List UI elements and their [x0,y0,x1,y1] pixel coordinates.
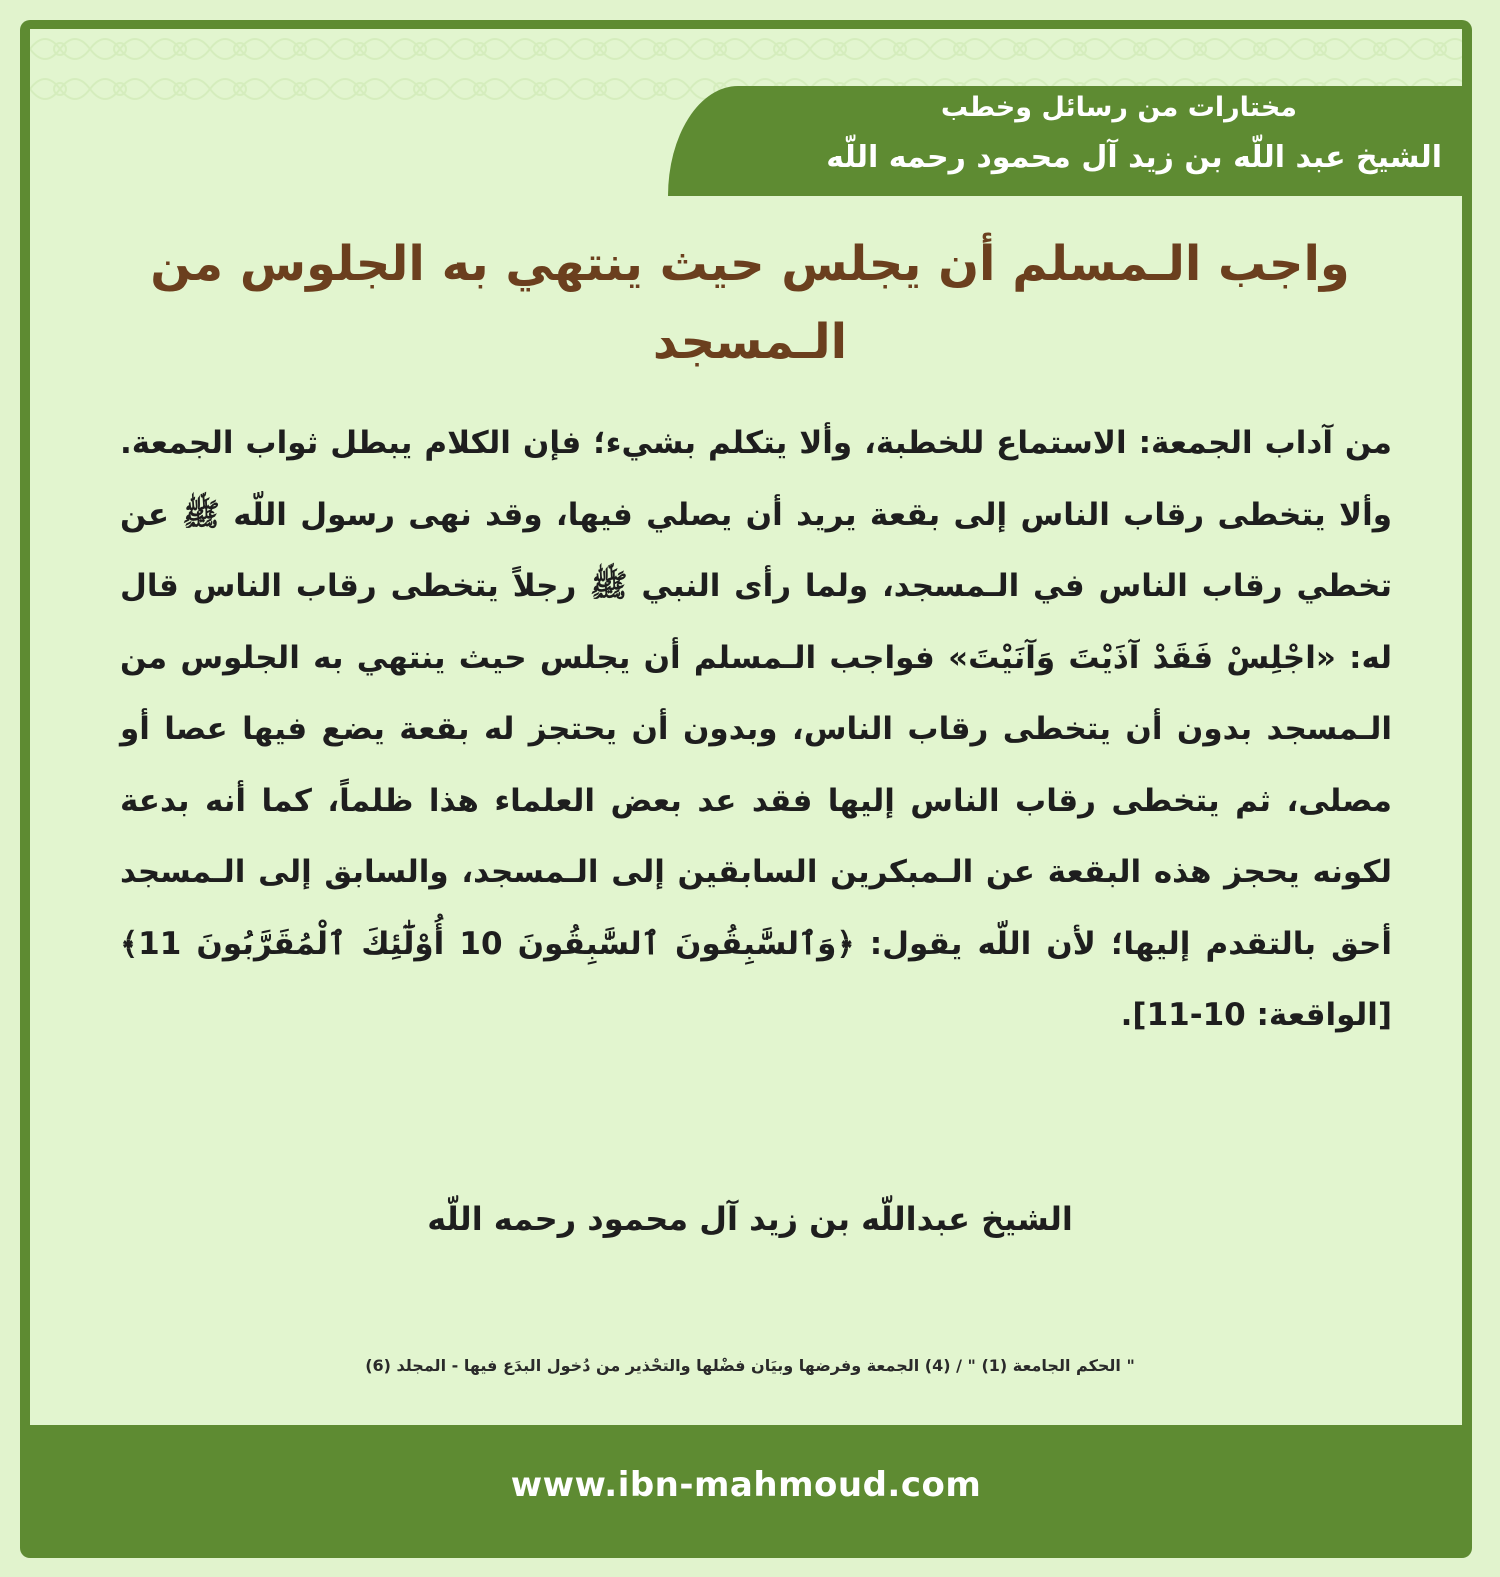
source-reference: " الحكم الجامعة (1) " / (4) الجمعة وفرضها وبيَان فضْلها والتحْذير من دُخول البدَع فيها - المجلد (6) [365,1356,1135,1375]
website-link[interactable]: www.ibn-mahmoud.com [510,1464,982,1505]
page-title: واجب الـمسلم أن يجلس حيث ينتهي به الجلوس من الـمسجد [150,236,1350,370]
header-author: الشيخ عبد اللّه بن زيد آل محمود رحمه اللّه [826,140,1442,175]
header-banner [668,86,1462,196]
author-signature: الشيخ عبداللّه بن زيد آل محمود رحمه اللّه [427,1200,1073,1238]
article-body: من آداب الجمعة: الاستماع للخطبة، وألا يتكلم بشيء؛ فإن الكلام يبطل ثواب الجمعة. وألا يتخطى رقاب الناس إلى بقعة يريد أن يصلي فيها، وقد نهى رسول اللّه ﷺ عن تخطي رقاب الناس في الـمسجد، ولما رأى النبي ﷺ رجلاً يتخطى رقاب الناس قال له: «اجْلِسْ فَقَدْ آذَيْتَ وَآنَيْتَ» فواجب الـمسلم أن يجلس حيث ينتهي به الجلوس من الـمسجد بدون أن يتخطى رقاب الناس، وبدون أن يحتجز له بقعة يضع فيها عصا أو مصلى، ثم يتخطى رقاب الناس إليها فقد عد بعض العلماء هذا ظلماً، كما أنه بدعة لكونه يحجز هذه البقعة عن الـمبكرين السابقين إلى الـمسجد، والسابق إلى الـمسجد أحق بالتقدم إليها؛ لأن اللّه يقول: ﴿وَٱلسَّٰبِقُونَ ٱلسَّٰبِقُونَ 10 أُوْلَٰٓئِكَ ٱلْمُقَرَّبُونَ 11﴾ [الواقعة: 10-11]. [120,425,1393,1033]
header-subtitle: مختارات من رسائل وخطب [940,92,1297,123]
footer-bar [20,1425,1472,1558]
